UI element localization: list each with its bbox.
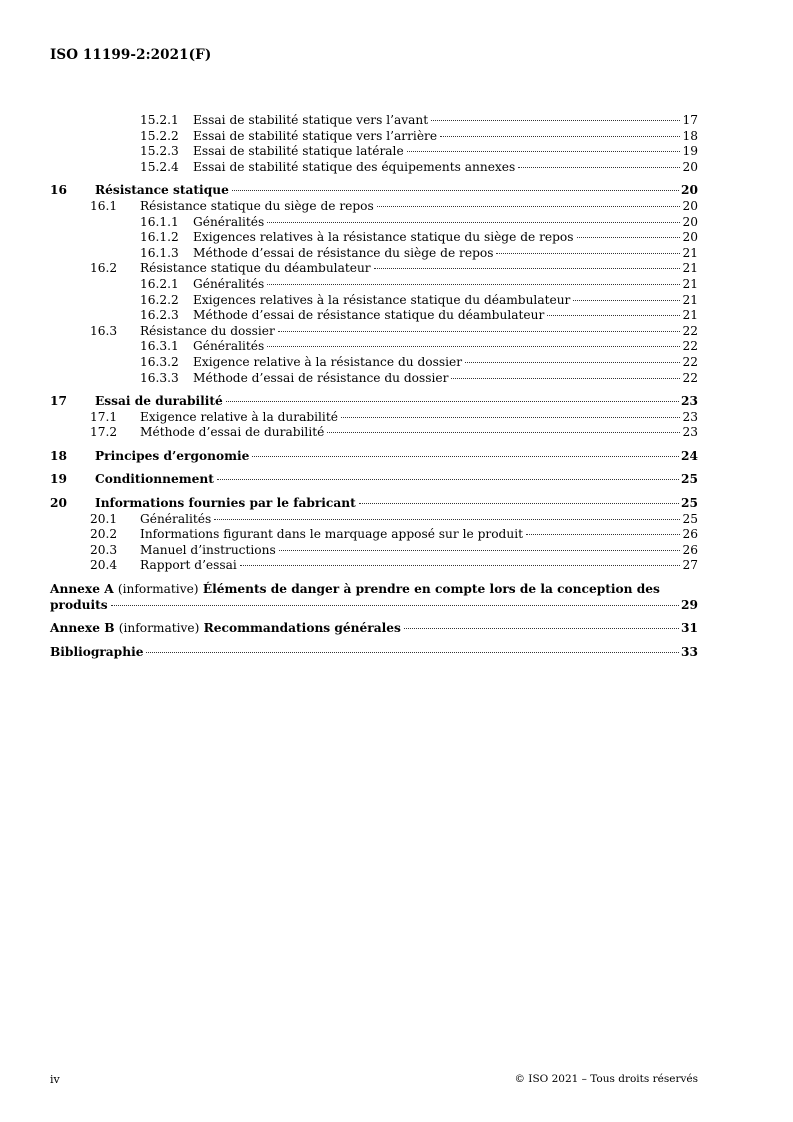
dot-leader <box>214 519 680 520</box>
toc-entry[interactable] <box>50 261 698 277</box>
toc-entry-number: 19 <box>50 472 67 487</box>
toc-entry-number: 20.2 <box>90 527 118 542</box>
toc-entry[interactable] <box>50 425 698 441</box>
toc-entry[interactable] <box>50 410 698 426</box>
toc-entry-title: Essai de durabilité <box>95 394 223 409</box>
table-of-contents <box>50 113 698 660</box>
toc-entry-page: 21 <box>682 276 698 291</box>
dot-leader <box>577 237 681 238</box>
toc-entry-title: Essai de stabilité statique vers l’arrière <box>193 128 438 143</box>
dot-leader <box>111 605 679 606</box>
toc-entry-number: 16.3.3 <box>140 370 179 385</box>
toc-entry-number: 16 <box>50 183 67 198</box>
toc-entry[interactable] <box>50 527 698 543</box>
toc-entry-page: 26 <box>682 542 698 557</box>
toc-entry-number: 20.3 <box>90 542 118 557</box>
dot-leader <box>518 167 680 168</box>
dot-leader <box>451 378 680 379</box>
bibliography-title: Bibliographie <box>50 644 144 659</box>
toc-entry[interactable] <box>50 371 698 387</box>
toc-entry-number: 16.2.3 <box>140 308 179 323</box>
toc-annex-entry[interactable] <box>50 582 698 613</box>
toc-entry-page: 25 <box>681 496 698 511</box>
toc-entry-number: 16.2 <box>90 261 118 276</box>
toc-entry-title: Exigences relatives à la résistance statique du déambulateur <box>193 292 571 307</box>
toc-entry[interactable] <box>50 129 698 145</box>
toc-entry-number: 20.1 <box>90 511 118 526</box>
annex-page: 29 <box>681 597 698 612</box>
toc-entry-number: 16.2.1 <box>140 276 179 291</box>
dot-leader <box>573 300 680 301</box>
toc-entry[interactable] <box>50 246 698 262</box>
toc-entry-page: 23 <box>682 409 698 424</box>
annex-title: Recommandations générales <box>203 621 401 636</box>
dot-leader <box>407 151 681 152</box>
annex-title: Éléments de danger à prendre en compte lors de la conception des <box>202 582 660 597</box>
toc-entry-page: 19 <box>682 144 698 159</box>
toc-entry[interactable] <box>50 512 698 528</box>
toc-entry-page: 21 <box>682 245 698 260</box>
toc-entry-page: 21 <box>682 308 698 323</box>
dot-leader <box>374 268 681 269</box>
dot-leader <box>431 120 680 121</box>
toc-entry-title: Manuel d’instructions <box>140 542 276 557</box>
toc-bibliography-entry[interactable] <box>50 645 698 661</box>
toc-entry[interactable] <box>50 199 698 215</box>
toc-entry[interactable] <box>50 230 698 246</box>
dot-leader <box>146 652 679 653</box>
annex-page: 31 <box>681 621 698 636</box>
toc-entry[interactable] <box>50 144 698 160</box>
toc-entry[interactable] <box>50 277 698 293</box>
toc-entry-title: Essai de stabilité statique latérale <box>193 144 404 159</box>
toc-entry-number: 15.2.1 <box>140 113 179 127</box>
toc-entry-number: 18 <box>50 448 67 463</box>
bibliography-page: 33 <box>681 644 698 659</box>
toc-entry[interactable] <box>50 324 698 340</box>
page-number: iv <box>50 1073 60 1086</box>
dot-leader <box>240 565 681 566</box>
dot-leader <box>341 417 681 418</box>
dot-leader <box>278 331 681 332</box>
toc-entry[interactable] <box>50 558 698 574</box>
annex-label: Annexe B <box>50 621 115 636</box>
toc-entry-title: Résistance statique du siège de repos <box>140 198 374 213</box>
toc-entry-page: 22 <box>682 323 698 338</box>
toc-entry-number: 17.2 <box>90 425 118 440</box>
toc-entry-title: Essai de stabilité statique des équipements annexes <box>193 159 516 174</box>
toc-entry-number: 16.2.2 <box>140 292 179 307</box>
toc-entry-title: Informations fournies par le fabricant <box>95 496 356 511</box>
toc-entry[interactable] <box>50 355 698 371</box>
toc-entry-number: 20 <box>50 496 67 511</box>
toc-entry-title: Généralités <box>193 214 265 229</box>
dot-leader <box>232 190 679 191</box>
toc-entry-page: 20 <box>682 214 698 229</box>
toc-annex-entry[interactable] <box>50 621 698 637</box>
toc-entry-title: Principes d’ergonomie <box>95 448 250 463</box>
dot-leader <box>226 401 679 402</box>
toc-entry[interactable] <box>50 472 698 488</box>
dot-leader <box>267 284 680 285</box>
dot-leader <box>327 432 680 433</box>
toc-entry-title: Résistance du dossier <box>140 323 275 338</box>
toc-entry-number: 16.3.2 <box>140 354 179 369</box>
toc-entry-title: Informations figurant dans le marquage apposé sur le produit <box>140 527 523 542</box>
toc-entry-title: Exigence relative à la durabilité <box>140 409 338 424</box>
toc-entry[interactable] <box>50 496 698 512</box>
toc-entry[interactable] <box>50 543 698 559</box>
dot-leader <box>465 362 680 363</box>
dot-leader <box>217 479 679 480</box>
toc-entry-number: 17.1 <box>90 409 118 424</box>
dot-leader <box>267 222 680 223</box>
toc-entry-title: Essai de stabilité statique vers l’avant <box>193 113 429 127</box>
toc-entry[interactable] <box>50 449 698 465</box>
dot-leader <box>404 628 679 629</box>
toc-entry-page: 20 <box>682 198 698 213</box>
toc-entry-page: 21 <box>682 292 698 307</box>
toc-entry-title: Résistance statique du déambulateur <box>140 261 371 276</box>
toc-entry-number: 17 <box>50 394 67 409</box>
toc-entry-page: 18 <box>682 128 698 143</box>
toc-entry-page: 24 <box>681 448 698 463</box>
toc-entry-number: 16.3 <box>90 323 118 338</box>
toc-entry-page: 25 <box>681 472 698 487</box>
toc-entry-page: 23 <box>682 425 698 440</box>
toc-entry-number: 16.1 <box>90 198 118 213</box>
annex-title-continued: produits <box>50 597 108 612</box>
toc-entry-page: 17 <box>682 113 698 127</box>
annex-informative: (informative) <box>117 582 199 597</box>
toc-entry[interactable] <box>50 394 698 410</box>
toc-entry[interactable] <box>50 339 698 355</box>
dot-leader <box>496 253 680 254</box>
toc-entry-title: Méthode d’essai de résistance statique du déambulateur <box>193 308 545 323</box>
toc-entry-title: Résistance statique <box>95 183 229 198</box>
toc-entry-number: 15.2.2 <box>140 128 179 143</box>
toc-entry[interactable] <box>50 308 698 324</box>
toc-entry[interactable] <box>50 215 698 231</box>
toc-entry-number: 20.4 <box>90 558 118 573</box>
toc-entry-number: 16.3.1 <box>140 339 179 354</box>
toc-entry-title: Méthode d’essai de résistance du siège de repos <box>193 245 494 260</box>
toc-entry-title: Généralités <box>140 511 212 526</box>
toc-entry-number: 16.1.1 <box>140 214 179 229</box>
toc-entry-title: Exigence relative à la résistance du dossier <box>193 354 463 369</box>
toc-entry-number: 15.2.4 <box>140 159 179 174</box>
annex-informative: (informative) <box>118 621 200 636</box>
toc-entry-page: 25 <box>682 511 698 526</box>
toc-entry-number: 16.1.3 <box>140 245 179 260</box>
document-id: ISO 11199-2:2021(F) <box>50 47 212 63</box>
toc-entry-title: Généralités <box>193 339 265 354</box>
dot-leader <box>359 503 679 504</box>
annex-label: Annexe A <box>50 582 114 597</box>
toc-entry-title: Exigences relatives à la résistance statique du siège de repos <box>193 230 574 245</box>
dot-leader <box>440 136 680 137</box>
toc-entry-page: 20 <box>681 183 698 198</box>
toc-entry[interactable] <box>50 113 698 129</box>
toc-entry-page: 27 <box>682 558 698 573</box>
toc-entry-title: Conditionnement <box>95 472 214 487</box>
dot-leader <box>279 550 681 551</box>
toc-entry-page: 22 <box>682 339 698 354</box>
toc-entry-page: 20 <box>682 159 698 174</box>
dot-leader <box>252 456 679 457</box>
toc-entry[interactable] <box>50 183 698 199</box>
toc-entry-page: 23 <box>681 394 698 409</box>
toc-entry-page: 22 <box>682 370 698 385</box>
copyright-notice: © ISO 2021 – Tous droits réservés <box>514 1073 698 1085</box>
dot-leader <box>377 206 681 207</box>
toc-entry-page: 21 <box>682 261 698 276</box>
toc-entry-title: Méthode d’essai de durabilité <box>140 425 325 440</box>
toc-entry-title: Méthode d’essai de résistance du dossier <box>193 370 449 385</box>
toc-entry-number: 15.2.3 <box>140 144 179 159</box>
dot-leader <box>526 534 680 535</box>
toc-entry-number: 16.1.2 <box>140 230 179 245</box>
toc-entry-page: 22 <box>682 354 698 369</box>
toc-entry[interactable] <box>50 293 698 309</box>
dot-leader <box>267 346 680 347</box>
toc-entry-title: Généralités <box>193 276 265 291</box>
toc-entry-page: 26 <box>682 527 698 542</box>
toc-entry-title: Rapport d’essai <box>140 558 237 573</box>
toc-entry-page: 20 <box>682 230 698 245</box>
dot-leader <box>547 315 680 316</box>
toc-entry[interactable] <box>50 160 698 176</box>
